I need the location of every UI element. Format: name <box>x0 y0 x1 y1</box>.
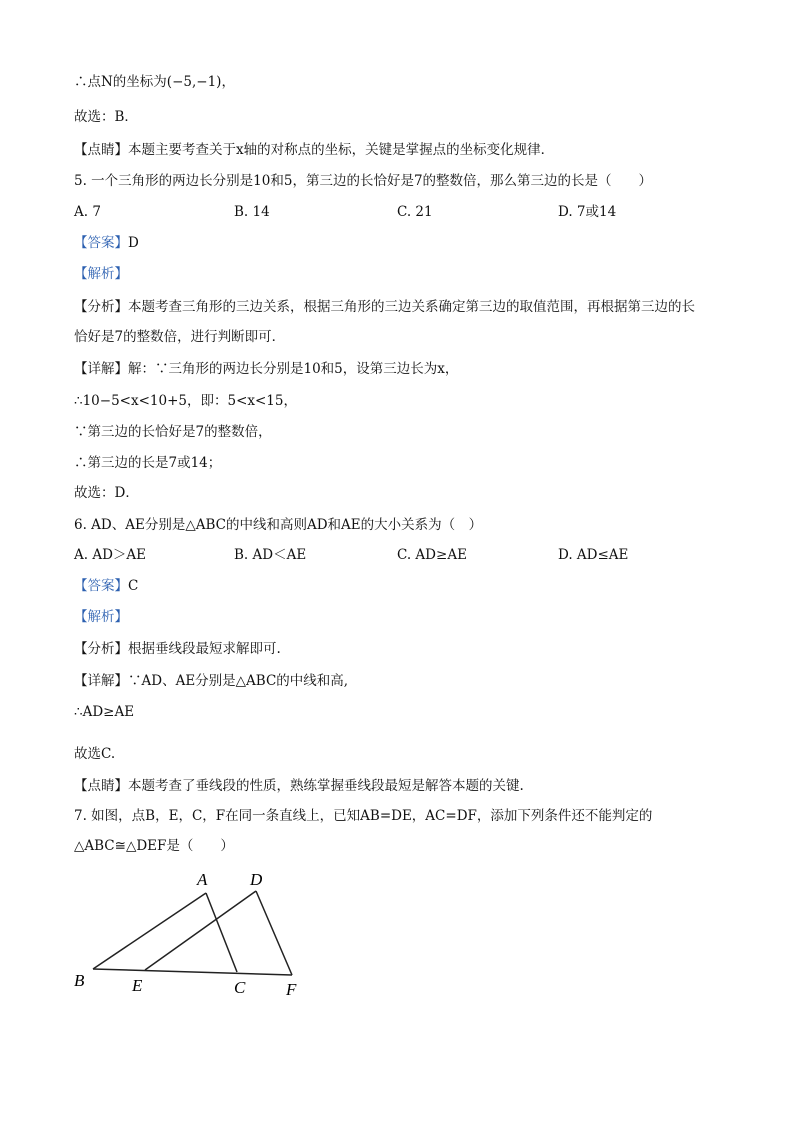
line-choice-b: 故选：B． <box>74 109 138 125</box>
segment-ed <box>145 891 256 970</box>
segment-bf <box>93 969 292 975</box>
q6-dianjing: 【点睛】本题考查了垂线段的性质，熟练掌握垂线段最短是解答本题的关键. <box>74 778 524 794</box>
label-b: B <box>74 971 85 990</box>
segment-df <box>256 891 292 975</box>
q5-option-a: A. 7 <box>74 204 101 220</box>
label-e: E <box>132 976 143 995</box>
q6-detail-2: ∴AD≥AE <box>74 704 135 720</box>
q6-detail-1: 【详解】∵AD、AE分别是△ABC的中线和高, <box>74 673 349 689</box>
question-5: 5. 一个三角形的两边长分别是10和5，第三边的长恰好是7的整数倍，那么第三边的长是（ ） <box>74 173 653 189</box>
q5-detail-5: 故选：D． <box>74 485 139 501</box>
q5-analysis-1: 【分析】本题考查三角形的三边关系，根据三角形的三边关系确定第三边的取值范围，再根据第三边的长 <box>74 299 695 315</box>
answer-tag: 【答案】 <box>74 235 128 251</box>
q6-jiexi-tag: 【解析】 <box>74 609 128 625</box>
label-c: C <box>234 978 246 997</box>
label-d: D <box>250 870 263 889</box>
q6-analysis: 【分析】根据垂线段最短求解即可. <box>74 641 281 657</box>
line-dianjing-4: 【点睛】本题主要考查关于x轴的对称点的坐标，关键是掌握点的坐标变化规律． <box>74 142 555 158</box>
answer-tag: 【答案】 <box>74 578 128 594</box>
q5-option-b: B. 14 <box>234 204 270 220</box>
answer-value: C <box>128 578 139 594</box>
q5-detail-2: ∴10−5<x<10+5，即：5<x<15， <box>74 393 297 409</box>
q5-option-d: D. 7或14 <box>558 204 617 220</box>
question-6: 6. AD、AE分别是△ABC的中线和高则AD和AE的大小关系为（ ） <box>74 517 483 533</box>
q6-option-d: D. AD≤AE <box>558 547 629 563</box>
q6-option-b: B. AD＜AE <box>234 547 307 563</box>
segment-ba <box>93 893 206 969</box>
label-a: A <box>197 870 208 889</box>
q5-analysis-2: 恰好是7的整数倍，进行判断即可． <box>74 329 286 345</box>
q6-option-a: A. AD＞AE <box>74 547 147 563</box>
q5-detail-1: 【详解】解：∵三角形的两边长分别是10和5，设第三边长为x， <box>74 361 459 377</box>
label-f: F <box>286 980 297 999</box>
segment-ac <box>206 893 237 972</box>
q5-jiexi-tag: 【解析】 <box>74 266 128 282</box>
q6-detail-3: 故选C. <box>74 746 116 762</box>
question-7-line-2: △ABC≅△DEF是（ ） <box>74 838 234 854</box>
line-coordinate-result: ∴点N的坐标为(−5,−1)， <box>74 74 235 90</box>
q5-detail-3: ∵第三边的长恰好是7的整数倍， <box>74 424 272 440</box>
q6-option-c: C. AD≥AE <box>397 547 467 563</box>
answer-value: D <box>128 235 139 251</box>
q5-detail-4: ∴第三边的长是7或14； <box>74 455 222 471</box>
question-7-line-1: 7. 如图，点B，E，C，F在同一条直线上，已知AB=DE，AC=DF，添加下列条件还不能判定的 <box>74 808 653 824</box>
q5-option-c: C. 21 <box>397 204 433 220</box>
